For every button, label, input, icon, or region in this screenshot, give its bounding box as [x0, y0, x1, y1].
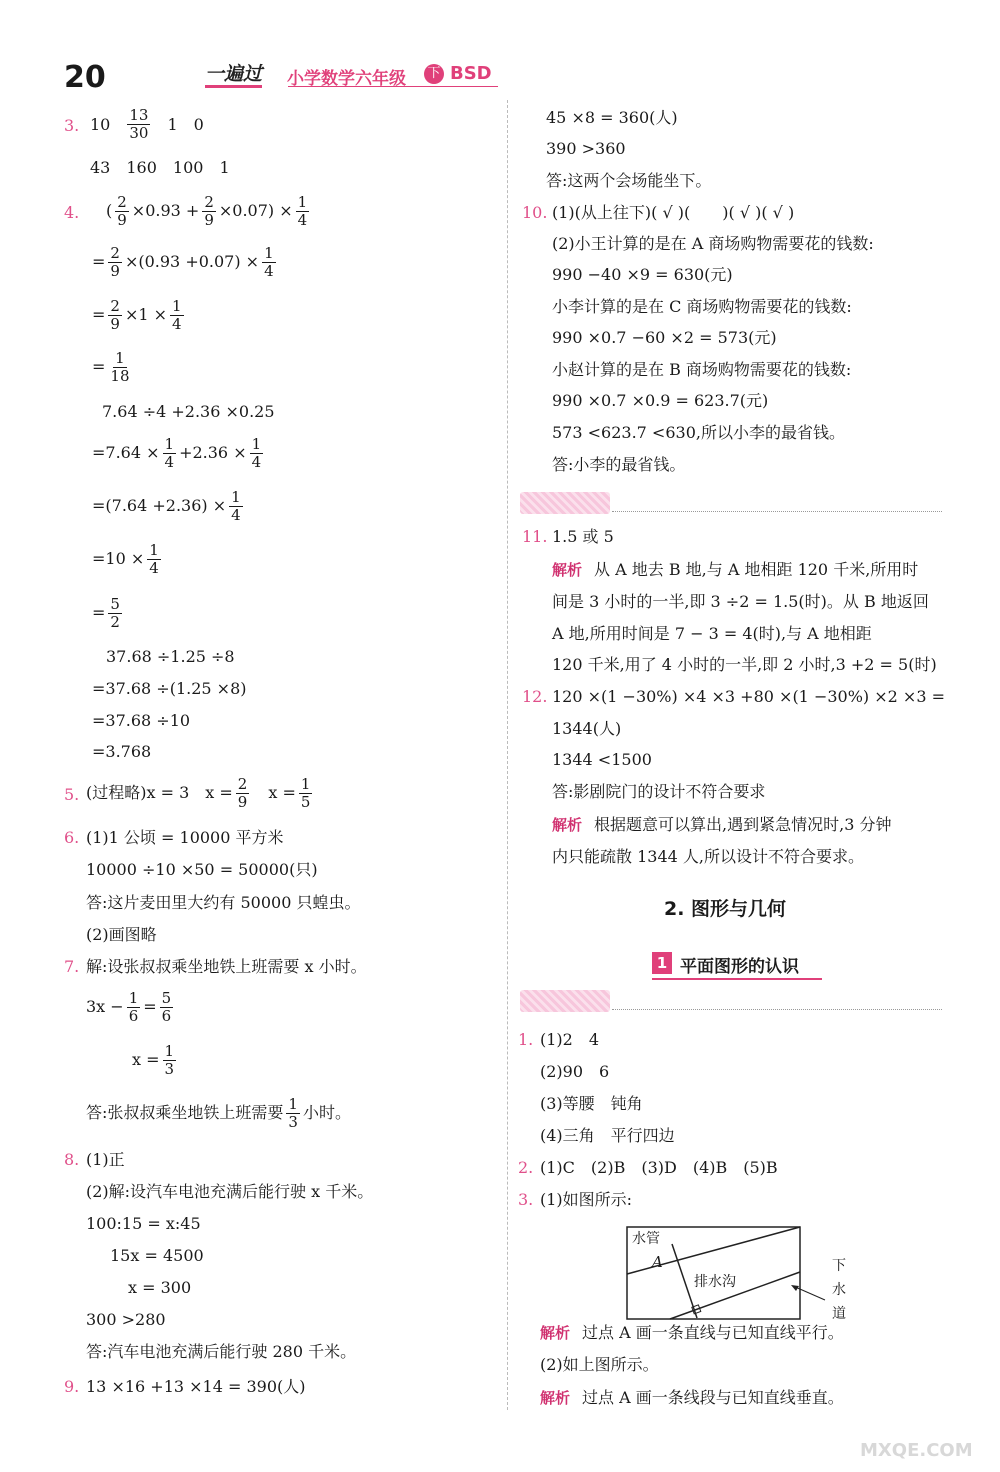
q4-c2: =37.68 ÷(1.25 ×8)	[92, 679, 247, 698]
q8-l1: (1)正	[86, 1150, 125, 1169]
p2-l1: (1)C (2)B (3)D (4)B (5)B	[540, 1158, 778, 1177]
brand-logo: 一遍过	[205, 63, 262, 88]
q5-number: 5.	[64, 785, 80, 804]
q12-l4: 答:影剧院门的设计不符合要求	[552, 782, 766, 801]
subsection-rule	[652, 978, 822, 980]
q3-line2: 43 160 100 1	[90, 158, 230, 177]
q8-l5: x = 300	[128, 1278, 192, 1297]
q10-l4: 小李计算的是在 C 商场购物需要花的钱数:	[552, 297, 852, 316]
subsection-title: 平面图形的认识	[680, 957, 799, 977]
q7-number: 7.	[64, 957, 80, 976]
q8-l4: 15x = 4500	[110, 1246, 204, 1265]
fig-label-sewer-1: 下	[832, 1258, 846, 1274]
section-title: 2. 图形与几何	[664, 898, 787, 920]
q6-l4: (2)画图略	[86, 925, 157, 944]
column-divider	[507, 100, 508, 1410]
q8-l3: 100:15 = x:45	[86, 1214, 201, 1233]
q6-l2: 10000 ÷10 ×50 = 50000(只)	[86, 860, 318, 879]
q8-l7: 答:汽车电池充满后能行驶 280 千米。	[86, 1342, 357, 1361]
fig-label-a: A	[652, 1253, 663, 1271]
q10-l6: 小赵计算的是在 B 商场购物需要花的钱数:	[552, 360, 852, 379]
q12-e1: 解析 根据题意可以算出,遇到紧急情况时,3 分钟	[552, 815, 892, 834]
p2-number: 2.	[518, 1158, 534, 1177]
r-c2: 390 >360	[546, 139, 626, 158]
r-c1: 45 ×8 = 360(人)	[546, 108, 678, 127]
q4-c3: =37.68 ÷10	[92, 711, 191, 730]
q4-b5: = $\frac{5}{2}$	[92, 595, 120, 631]
p3-number: 3.	[518, 1190, 534, 1209]
q12-l1: 120 ×(1 −30%) ×4 ×3 +80 ×(1 −30%) ×2 ×3 =	[552, 687, 945, 706]
dotted-rule-2	[612, 1009, 942, 1010]
q4-c1: 37.68 ÷1.25 ÷8	[106, 647, 235, 666]
q11-e4: 120 千米,用了 4 小时的一半,即 2 小时,3 +2 = 5(时)	[552, 655, 937, 674]
pointer-arrow	[793, 1286, 825, 1300]
q11-e1: 解析 从 A 地去 B 地,与 A 地相距 120 千米,所用时	[552, 560, 919, 579]
section-stamp-1	[520, 492, 610, 514]
q5-line: (过程略)x = 3 x = $\frac{2}{9}$ x = $\frac{1}{5}$	[86, 775, 311, 811]
q11-e2: 间是 3 小时的一半,即 3 ÷2 = 1.5(时)。从 B 地返回	[552, 592, 929, 611]
q7-eq2: x = $\frac{1}{3}$	[132, 1042, 175, 1078]
q3-number: 3.	[64, 116, 80, 135]
q4-a2: = $\frac{2}{9}$ ×(0.93 +0.07) × $\frac{1}{4}$	[92, 244, 274, 280]
watermark: MXQE.COM	[860, 1440, 973, 1461]
q3-value: 10	[90, 114, 111, 134]
q10-l3: 990 −40 ×9 = 630(元)	[552, 265, 733, 284]
q10-l5: 990 ×0.7 −60 ×2 = 573(元)	[552, 328, 777, 347]
q9-l1: 13 ×16 +13 ×14 = 390(人)	[86, 1377, 306, 1396]
p1-l4: (4)三角 平行四边	[540, 1126, 675, 1145]
q12-number: 12.	[522, 687, 548, 706]
q4-b1: 7.64 ÷4 +2.36 ×0.25	[102, 402, 275, 421]
q6-l3: 答:这片麦田里大约有 50000 只蝗虫。	[86, 893, 361, 912]
p1-l1: (1)2 4	[540, 1030, 600, 1049]
q4-a1: ( $\frac{2}{9}$ ×0.93 + $\frac{2}{9}$ ×0.07) × $\frac{1}{4}$	[106, 193, 308, 229]
q10-l2: (2)小王计算的是在 A 商场购物需要花的钱数:	[552, 234, 874, 253]
p3-l2: (2)如上图所示。	[540, 1355, 659, 1374]
dotted-rule-1	[612, 511, 942, 512]
q9-number: 9.	[64, 1377, 80, 1396]
q4-c4: =3.768	[92, 742, 152, 761]
q8-l6: 300 >280	[86, 1310, 166, 1329]
q4-b3: =(7.64 +2.36) × $\frac{1}{4}$	[92, 488, 241, 524]
fig-label-pipe: 水管	[632, 1231, 660, 1247]
subsection-number: 1	[652, 952, 672, 974]
q12-l2: 1344(人)	[552, 719, 622, 738]
book-title: 小学数学六年级	[287, 69, 406, 89]
q7-answer: 答:张叔叔乘坐地铁上班需要 $\frac{1}{3}$ 小时。	[86, 1095, 351, 1131]
volume-badge: 下	[424, 64, 444, 84]
fig-label-sewer-2: 水	[832, 1282, 846, 1298]
q12-e2: 内只能疏散 1344 人,所以设计不符合要求。	[552, 847, 864, 866]
header-rule	[288, 86, 498, 87]
r-c3: 答:这两个会场能坐下。	[546, 171, 712, 190]
p3-e1: 解析 过点 A 画一条直线与已知直线平行。	[540, 1323, 844, 1342]
section-stamp-2	[520, 990, 610, 1012]
q10-number: 10.	[522, 203, 548, 222]
p1-l3: (3)等腰 钝角	[540, 1094, 643, 1113]
page-number: 20	[64, 60, 106, 95]
q7-l1: 解:设张叔叔乘坐地铁上班需要 x 小时。	[86, 957, 367, 976]
q10-l8: 573 <623.7 <630,所以小李的最省钱。	[552, 423, 845, 442]
edition-label: BSD	[450, 63, 492, 84]
p1-l2: (2)90 6	[540, 1062, 610, 1081]
q3-fraction: $\frac{13}{30}$	[129, 106, 149, 142]
q4-a4: = $\frac{1}{18}$	[92, 349, 130, 385]
p1-number: 1.	[518, 1030, 534, 1049]
q7-eq1: 3x − $\frac{1}{6}$ = $\frac{5}{6}$	[86, 989, 172, 1025]
q6-l1: (1)1 公顷 = 10000 平方米	[86, 828, 284, 847]
q3-line1	[90, 107, 204, 142]
p3-e2: 解析 过点 A 画一条线段与已知直线垂直。	[540, 1388, 844, 1407]
p3-l1: (1)如图所示:	[540, 1190, 633, 1209]
q8-number: 8.	[64, 1150, 80, 1169]
q4-a3: = $\frac{2}{9}$ ×1 × $\frac{1}{4}$	[92, 297, 182, 333]
q10-l7: 990 ×0.7 ×0.9 = 623.7(元)	[552, 391, 769, 410]
q11-e3: A 地,所用时间是 7 − 3 = 4(时),与 A 地相距	[552, 624, 872, 643]
q6-number: 6.	[64, 828, 80, 847]
q3-values: 1 0	[167, 114, 204, 134]
fig-label-sewer-3: 道	[832, 1306, 846, 1322]
q4-number: 4.	[64, 203, 80, 222]
q10-l9: 答:小李的最省钱。	[552, 455, 686, 474]
q12-l3: 1344 <1500	[552, 750, 652, 769]
q11-number: 11.	[522, 527, 548, 546]
q10-l1: (1)(从上往下)( √ )( )( √ )( √ )	[552, 203, 795, 222]
q11-l1: 1.5 或 5	[552, 527, 614, 546]
q8-l2: (2)解:设汽车电池充满后能行驶 x 千米。	[86, 1182, 374, 1201]
arrow-head	[791, 1285, 799, 1291]
fig-label-ditch: 排水沟	[694, 1274, 736, 1290]
q4-b4: =10 × $\frac{1}{4}$	[92, 541, 159, 577]
q4-b2: =7.64 × $\frac{1}{4}$ +2.36 × $\frac{1}{4}$	[92, 435, 262, 471]
